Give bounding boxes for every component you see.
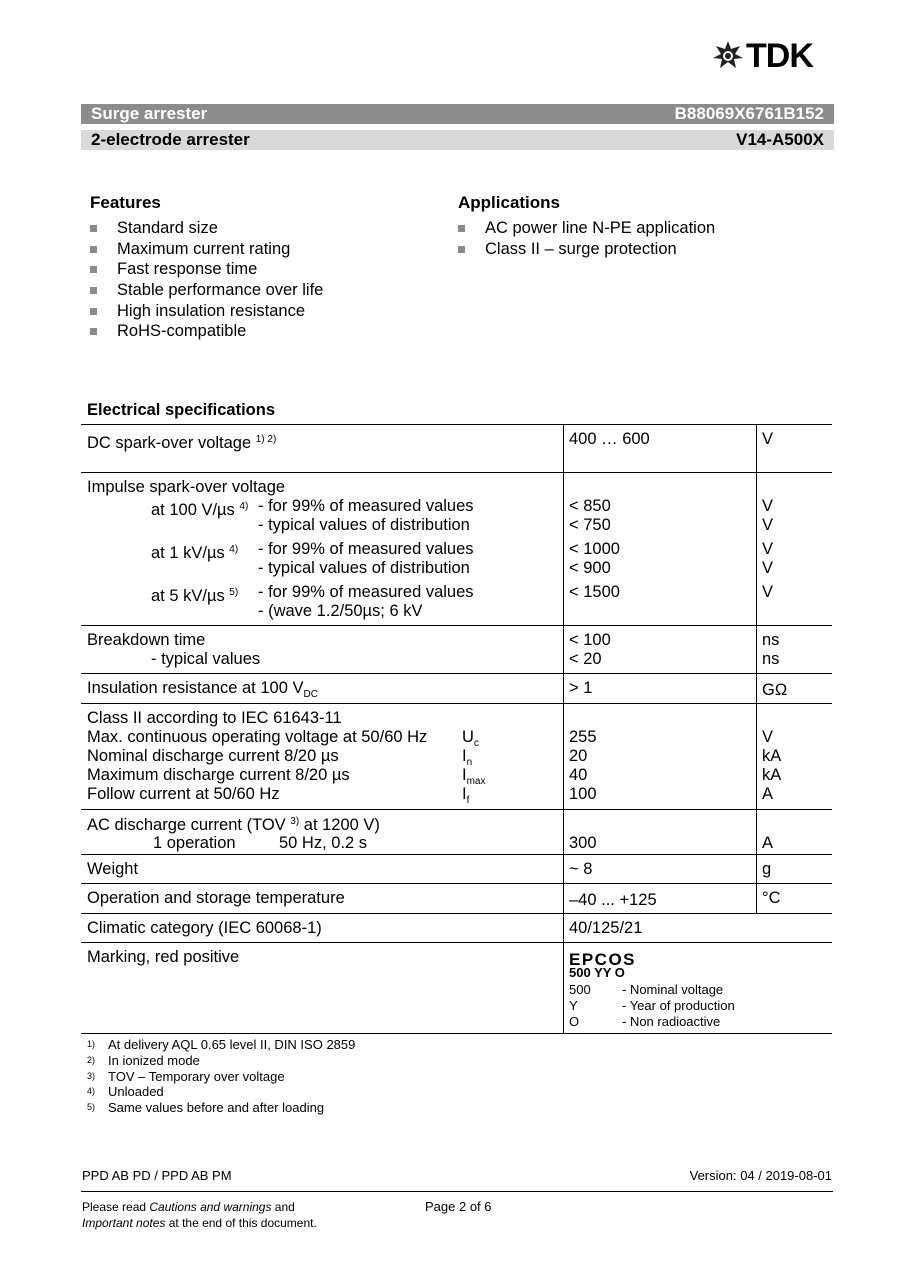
impulse-desc: - for 99% of measured values: [258, 540, 474, 558]
list-item: Standard size: [90, 218, 410, 239]
page-number: Page 2 of 6: [425, 1199, 492, 1214]
weight-value: ~ 8: [569, 860, 593, 878]
dc-spark-label: DC spark-over voltage $^{1) 2)}$: [87, 434, 277, 452]
class2-symbol: $I_n$: [462, 747, 473, 768]
impulse-unit: V: [762, 497, 774, 515]
list-item: Class II – surge protection: [458, 239, 818, 260]
tdk-logo-text: TDK: [746, 37, 813, 75]
impulse-rate-5k: at 5 kV/µs $^{5)}$: [151, 587, 239, 605]
climatic-label: Climatic category (IEC 60068-1): [87, 919, 322, 937]
footer-rule: [81, 1191, 833, 1192]
table-rule: [81, 809, 832, 810]
marking-legend-value: - Non radioactive: [622, 1014, 721, 1029]
dc-spark-value: 400 … 600: [569, 430, 650, 448]
class2-symbol: $U_c$: [462, 728, 479, 749]
title-bar: [81, 104, 834, 124]
impulse-value: < 850: [569, 497, 611, 515]
table-rule: [81, 1033, 832, 1034]
table-rule: [81, 913, 832, 914]
bullet-icon: [90, 328, 97, 335]
list-item: High insulation resistance: [90, 301, 410, 322]
class2-value: 255: [569, 728, 597, 746]
impulse-desc: - typical values of distribution: [258, 516, 470, 534]
bullet-icon: [458, 246, 465, 253]
weight-unit: g: [762, 860, 772, 878]
marking-legend-key: O: [569, 1014, 580, 1029]
model-code: V14-A500X: [736, 130, 824, 149]
impulse-rate-1k: at 1 kV/µs $^{4)}$: [151, 544, 239, 562]
footer-note-line2: Important notes at the end of this document.: [82, 1216, 317, 1230]
epcos-logo: EPCOS: [569, 950, 637, 969]
marking-legend-key: 500: [569, 982, 591, 997]
table-rule: [81, 673, 832, 674]
ac-discharge-unit: A: [762, 834, 774, 852]
impulse-desc: - for 99% of measured values: [258, 497, 474, 515]
impulse-desc: - (wave 1.2/50µs; 6 kV: [258, 602, 423, 620]
impulse-unit: V: [762, 516, 774, 534]
footer-note-line1: Please read Cautions and warnings and: [82, 1200, 295, 1214]
class2-value: 20: [569, 747, 588, 765]
breakdown-value: < 100: [569, 631, 611, 649]
bullet-icon: [90, 266, 97, 273]
list-item: Stable performance over life: [90, 280, 410, 301]
product-subtype: 2-electrode arrester: [91, 130, 250, 149]
breakdown-unit: ns: [762, 631, 780, 649]
class2-unit: A: [762, 785, 774, 803]
bullet-icon: [90, 287, 97, 294]
list-item: RoHS-compatible: [90, 321, 410, 342]
bullet-icon: [458, 225, 465, 232]
marking-label: Marking, red positive: [87, 948, 240, 966]
table-column-rule: [756, 424, 757, 914]
product-type: Surge arrester: [91, 104, 208, 123]
features-list: [90, 218, 410, 342]
impulse-rate-100: at 100 V/µs $^{4)}$: [151, 501, 249, 519]
ac-discharge-label: AC discharge current (TOV $^{3)}$ at 1200 V): [87, 816, 380, 834]
impulse-unit: V: [762, 559, 774, 577]
table-rule: [81, 424, 832, 425]
class2-param-label: Nominal discharge current 8/20 µs: [87, 747, 339, 765]
class2-value: 100: [569, 785, 597, 803]
insulation-value: > 1: [569, 679, 593, 697]
impulse-value: < 1000: [569, 540, 620, 558]
impulse-desc: - typical values of distribution: [258, 559, 470, 577]
marking-legend-value: - Nominal voltage: [622, 982, 724, 997]
impulse-label: Impulse spark-over voltage: [87, 478, 286, 496]
class2-param-label: Max. continuous operating voltage at 50/60 Hz: [87, 728, 428, 746]
table-rule: [81, 625, 832, 626]
impulse-unit: V: [762, 540, 774, 558]
bullet-icon: [90, 308, 97, 315]
class2-value: 40: [569, 766, 588, 784]
dc-spark-unit: V: [762, 430, 774, 448]
tdk-logo: [712, 37, 813, 75]
marking-code: 500 YY O: [569, 965, 625, 980]
footer-department: PPD AB PD / PPD AB PM: [82, 1168, 232, 1183]
impulse-value: < 900: [569, 559, 611, 577]
class2-label: Class II according to IEC 61643-11: [87, 709, 342, 727]
ac-discharge-value: 300: [569, 834, 597, 852]
insulation-label: Insulation resistance at 100 $V_{DC}$: [87, 679, 318, 700]
bullet-icon: [90, 246, 97, 253]
ac-discharge-condition: 50 Hz, 0.2 s: [279, 834, 368, 852]
table-rule: [81, 472, 832, 473]
class2-param-label: Follow current at 50/60 Hz: [87, 785, 280, 803]
marking-legend-value: - Year of production: [622, 998, 735, 1013]
breakdown-value: < 20: [569, 650, 602, 668]
insulation-unit: GΩ: [762, 681, 788, 699]
class2-unit: V: [762, 728, 774, 746]
table-column-rule: [563, 424, 564, 1034]
features-title: Features: [90, 193, 161, 212]
temperature-value: –40 ... +125: [569, 891, 657, 909]
breakdown-unit: ns: [762, 650, 780, 668]
breakdown-sublabel: - typical values: [151, 650, 261, 668]
impulse-value: < 750: [569, 516, 611, 534]
class2-param-label: Maximum discharge current 8/20 µs: [87, 766, 350, 784]
class2-symbol: $I_f$: [462, 785, 470, 806]
list-item: Maximum current rating: [90, 239, 410, 260]
applications-title: Applications: [458, 193, 561, 212]
breakdown-label: Breakdown time: [87, 631, 206, 649]
weight-label: Weight: [87, 860, 139, 878]
class2-symbol: $I_{max}$: [462, 766, 486, 787]
climatic-value: 40/125/21: [569, 919, 643, 937]
applications-list: [458, 218, 818, 259]
subtitle-bar: [81, 130, 834, 150]
ac-discharge-operation: 1 operation: [153, 834, 236, 852]
table-rule: [81, 883, 832, 884]
impulse-value: < 1500: [569, 583, 620, 601]
table-rule: [81, 854, 832, 855]
footer-version: Version: 04 / 2019-08-01: [689, 1168, 832, 1183]
class2-unit: kA: [762, 766, 782, 784]
list-item: AC power line N-PE application: [458, 218, 818, 239]
temperature-unit: °C: [762, 889, 781, 907]
list-item: Fast response time: [90, 259, 410, 280]
electrical-specifications-title: Electrical specifications: [87, 401, 276, 419]
marking-legend-key: Y: [569, 998, 578, 1013]
table-rule: [81, 942, 832, 943]
tdk-emblem-icon: [712, 40, 744, 72]
temperature-label: Operation and storage temperature: [87, 889, 345, 907]
bullet-icon: [90, 225, 97, 232]
class2-unit: kA: [762, 747, 782, 765]
impulse-desc: - for 99% of measured values: [258, 583, 474, 601]
order-code: B88069X6761B152: [674, 104, 824, 123]
impulse-unit: V: [762, 583, 774, 601]
